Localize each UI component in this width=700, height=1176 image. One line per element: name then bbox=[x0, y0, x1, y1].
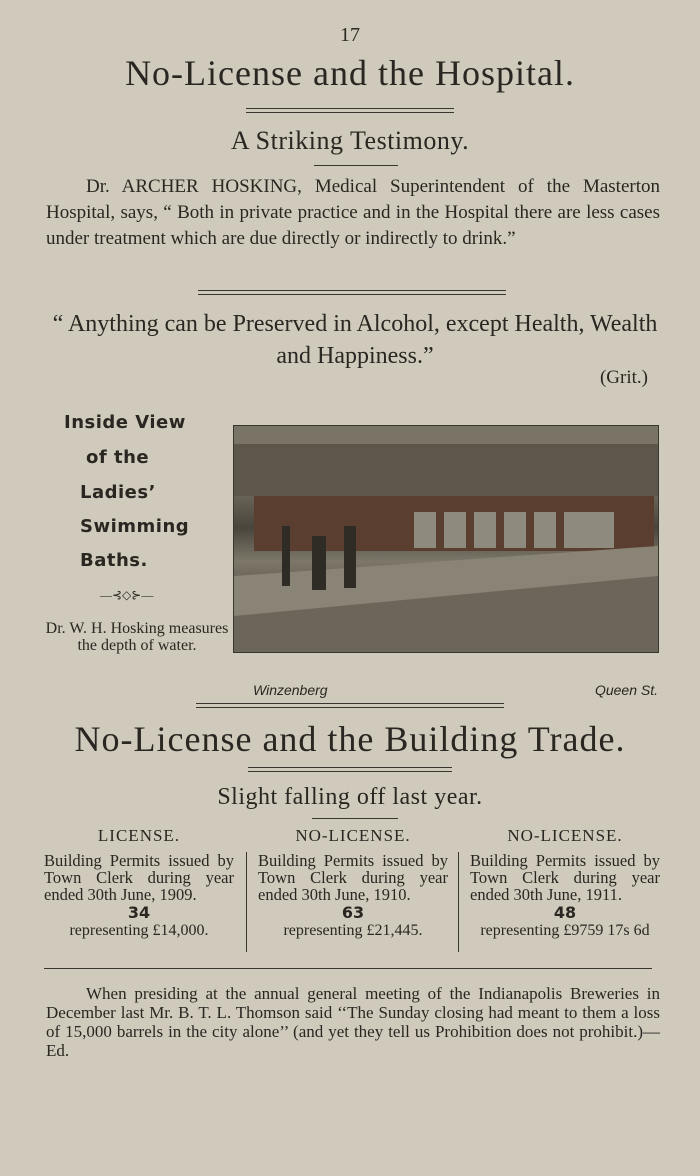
horizontal-rule bbox=[44, 968, 652, 969]
photo-credit-left: Winzenberg bbox=[253, 682, 328, 698]
photo-caption: Dr. W. H. Hosking measures the depth of water. bbox=[45, 620, 229, 654]
column-divider bbox=[246, 852, 247, 952]
short-rule bbox=[314, 165, 398, 166]
no-license-1910-column bbox=[258, 826, 448, 940]
side-caption-line: Inside View bbox=[64, 412, 186, 433]
short-rule bbox=[312, 818, 398, 819]
column-text: Building Permits issued by Town Clerk during year ended 30th June, 1910. bbox=[258, 851, 448, 904]
side-caption-line: of the bbox=[86, 447, 150, 468]
quote-source: (Grit.) bbox=[599, 367, 648, 388]
column-heading: NO-LICENSE. bbox=[295, 826, 411, 845]
double-rule bbox=[198, 290, 506, 295]
double-rule bbox=[248, 767, 452, 772]
alcohol-quote: “ Anything can be Preserved in Alcohol, except Health, Wealth and Happiness.” bbox=[52, 311, 658, 369]
testimony-subheading: A Striking Testimony. bbox=[230, 126, 470, 155]
permit-count: 34 bbox=[127, 903, 151, 922]
page-number: 17 bbox=[340, 24, 360, 46]
column-text: Building Permits issued by Town Clerk during year ended 30th June, 1909. bbox=[44, 851, 234, 904]
column-divider bbox=[458, 852, 459, 952]
column-heading: NO-LICENSE. bbox=[507, 826, 623, 845]
no-license-1911-column bbox=[470, 826, 660, 940]
falling-off-subheading: Slight falling off last year. bbox=[217, 784, 483, 810]
permit-value: representing £21,445. bbox=[283, 922, 423, 939]
swimming-baths-illustration bbox=[234, 426, 658, 652]
double-rule bbox=[196, 703, 504, 708]
license-1909-column bbox=[44, 826, 234, 940]
building-trade-heading: No-License and the Building Trade. bbox=[74, 719, 626, 759]
brewery-note: When presiding at the annual general meeting of the Indianapolis Breweries in December last Mr. B. T. L. Thomson said ‘‘The Sunday closing had meant to them a loss of 15,000 barrels in the city alone’’ (and yet they tell us Prohibition does not prohibit.)—Ed. bbox=[46, 984, 660, 1060]
side-caption-line: Baths. bbox=[80, 550, 148, 571]
swimming-baths-photo bbox=[233, 425, 659, 653]
hospital-heading: No-License and the Hospital. bbox=[125, 53, 575, 93]
side-caption-line: Ladies’ bbox=[80, 482, 156, 503]
column-text: Building Permits issued by Town Clerk during year ended 30th June, 1911. bbox=[470, 851, 660, 904]
permit-value: representing £9759 17s 6d bbox=[480, 922, 650, 939]
double-rule bbox=[246, 108, 454, 113]
permit-count: 63 bbox=[341, 903, 365, 922]
ornament-divider: —⊰◇⊱— bbox=[100, 588, 154, 602]
permit-value: representing £14,000. bbox=[69, 922, 209, 939]
column-heading: LICENSE. bbox=[97, 826, 181, 845]
photo-credit-right: Queen St. bbox=[594, 682, 658, 698]
hosking-testimony: Dr. ARCHER HOSKING, Medical Superintendent of the Masterton Hospital, says, “ Both in private practice and in the Hospital there are less cases under treatment which are due directly or indirectly to drink.” bbox=[46, 176, 660, 249]
side-caption-line: Swimming bbox=[80, 516, 190, 537]
permit-count: 48 bbox=[553, 903, 577, 922]
